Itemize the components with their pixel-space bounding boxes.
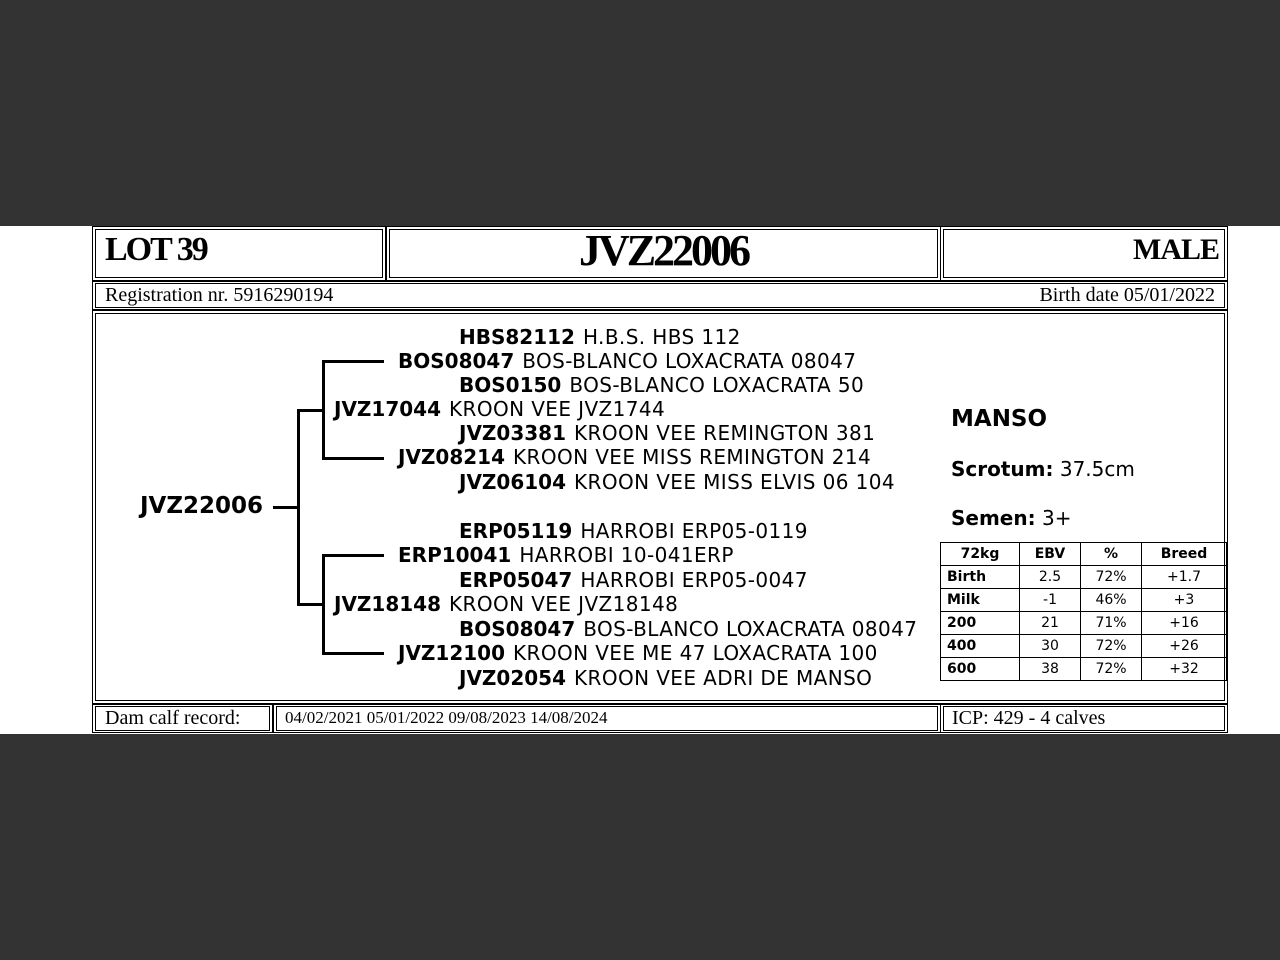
pedigree-dam-dam-sire: BOS08047 BOS-BLANCO LOXACRATA 08047 bbox=[459, 617, 918, 641]
ebv-cell: +3 bbox=[1142, 589, 1227, 612]
semen-info: Semen: 3+ bbox=[951, 506, 1072, 530]
pedigree-line bbox=[322, 360, 325, 459]
pedigree-root: JVZ22006 bbox=[140, 493, 264, 519]
pedigree-line bbox=[297, 603, 325, 606]
pedigree-dam-sire: ERP10041 HARROBI 10-041ERP bbox=[398, 543, 734, 567]
ebv-cell: 72% bbox=[1081, 566, 1142, 589]
ebv-cell: 71% bbox=[1081, 612, 1142, 635]
pedigree-dam-sire-sire: ERP05119 HARROBI ERP05-0119 bbox=[459, 519, 808, 543]
lot-card bbox=[0, 226, 1280, 734]
pedigree-line bbox=[322, 652, 384, 655]
dam-calf-dates: 04/02/2021 05/01/2022 09/08/2023 14/08/2024 bbox=[285, 708, 608, 727]
scrotum-info: Scrotum: 37.5cm bbox=[951, 457, 1135, 481]
birth-date: Birth date 05/01/2022 bbox=[1039, 284, 1215, 306]
dam-calf-label: Dam calf record: bbox=[105, 707, 241, 729]
ebv-row-label: 400 bbox=[941, 635, 1020, 658]
dam-calf-dates-box bbox=[273, 704, 941, 733]
ebv-cell: 46% bbox=[1081, 589, 1142, 612]
pedigree-line bbox=[322, 360, 384, 363]
pedigree-sire-dam-sire: JVZ03381 KROON VEE REMINGTON 381 bbox=[459, 421, 876, 445]
pedigree-line bbox=[322, 554, 384, 557]
ebv-cell: 21 bbox=[1020, 612, 1081, 635]
pedigree-line bbox=[322, 457, 384, 460]
lot-box bbox=[92, 226, 386, 281]
icp-value: ICP: 429 - 4 calves bbox=[952, 707, 1106, 729]
table-row bbox=[941, 612, 1227, 635]
ebv-cell: +32 bbox=[1142, 658, 1227, 681]
pedigree-line bbox=[297, 409, 300, 606]
ebv-cell: +26 bbox=[1142, 635, 1227, 658]
ebv-header-cell: Breed bbox=[1142, 543, 1227, 566]
pedigree-sire-dam: JVZ08214 KROON VEE MISS REMINGTON 214 bbox=[398, 445, 872, 469]
dam-calf-label-box bbox=[92, 704, 273, 733]
table-row bbox=[941, 658, 1227, 681]
ebv-row-label: Birth bbox=[941, 566, 1020, 589]
ebv-header-cell: % bbox=[1081, 543, 1142, 566]
ebv-cell: 30 bbox=[1020, 635, 1081, 658]
pedigree-sire-dam-dam: JVZ06104 KROON VEE MISS ELVIS 06 104 bbox=[459, 470, 896, 494]
pedigree-dam: JVZ18148 KROON VEE JVZ18148 bbox=[334, 592, 679, 616]
sex-label: MALE bbox=[1133, 233, 1219, 266]
table-row bbox=[941, 566, 1227, 589]
pedigree-sire-sire: BOS08047 BOS-BLANCO LOXACRATA 08047 bbox=[398, 349, 857, 373]
animal-name: MANSO bbox=[951, 406, 1048, 432]
pedigree-sire: JVZ17044 KROON VEE JVZ1744 bbox=[334, 397, 666, 421]
ebv-row-label: 200 bbox=[941, 612, 1020, 635]
ebv-cell: 38 bbox=[1020, 658, 1081, 681]
ebv-cell: +1.7 bbox=[1142, 566, 1227, 589]
registration-number: Registration nr. 5916290194 bbox=[105, 284, 334, 306]
registration-row bbox=[92, 281, 1228, 310]
lot-number: LOT 39 bbox=[105, 231, 207, 268]
ebv-cell: 2.5 bbox=[1020, 566, 1081, 589]
table-row bbox=[941, 589, 1227, 612]
ebv-cell: 72% bbox=[1081, 658, 1142, 681]
ebv-row-label: 600 bbox=[941, 658, 1020, 681]
ebv-cell: -1 bbox=[1020, 589, 1081, 612]
pedigree-line bbox=[322, 554, 325, 655]
sex-box bbox=[940, 226, 1228, 281]
ebv-header-cell: EBV bbox=[1020, 543, 1081, 566]
icp-box bbox=[940, 704, 1228, 733]
ebv-table bbox=[940, 542, 1227, 681]
pedigree-line bbox=[297, 409, 325, 412]
pedigree-dam-dam: JVZ12100 KROON VEE ME 47 LOXACRATA 100 bbox=[398, 641, 878, 665]
table-row bbox=[941, 635, 1227, 658]
pedigree-line bbox=[273, 506, 298, 509]
ebv-cell: +16 bbox=[1142, 612, 1227, 635]
animal-id-box bbox=[386, 226, 941, 281]
pedigree-sire-sire-sire: HBS82112 H.B.S. HBS 112 bbox=[459, 325, 741, 349]
ebv-table-header bbox=[941, 543, 1227, 566]
ebv-header-cell: 72kg bbox=[941, 543, 1020, 566]
pedigree-dam-dam-dam: JVZ02054 KROON VEE ADRI DE MANSO bbox=[459, 666, 873, 690]
pedigree-sire-sire-dam: BOS0150 BOS-BLANCO LOXACRATA 50 bbox=[459, 373, 865, 397]
pedigree-dam-sire-dam: ERP05047 HARROBI ERP05-0047 bbox=[459, 568, 808, 592]
ebv-cell: 72% bbox=[1081, 635, 1142, 658]
animal-id-title: JVZ22006 bbox=[578, 226, 749, 275]
ebv-row-label: Milk bbox=[941, 589, 1020, 612]
